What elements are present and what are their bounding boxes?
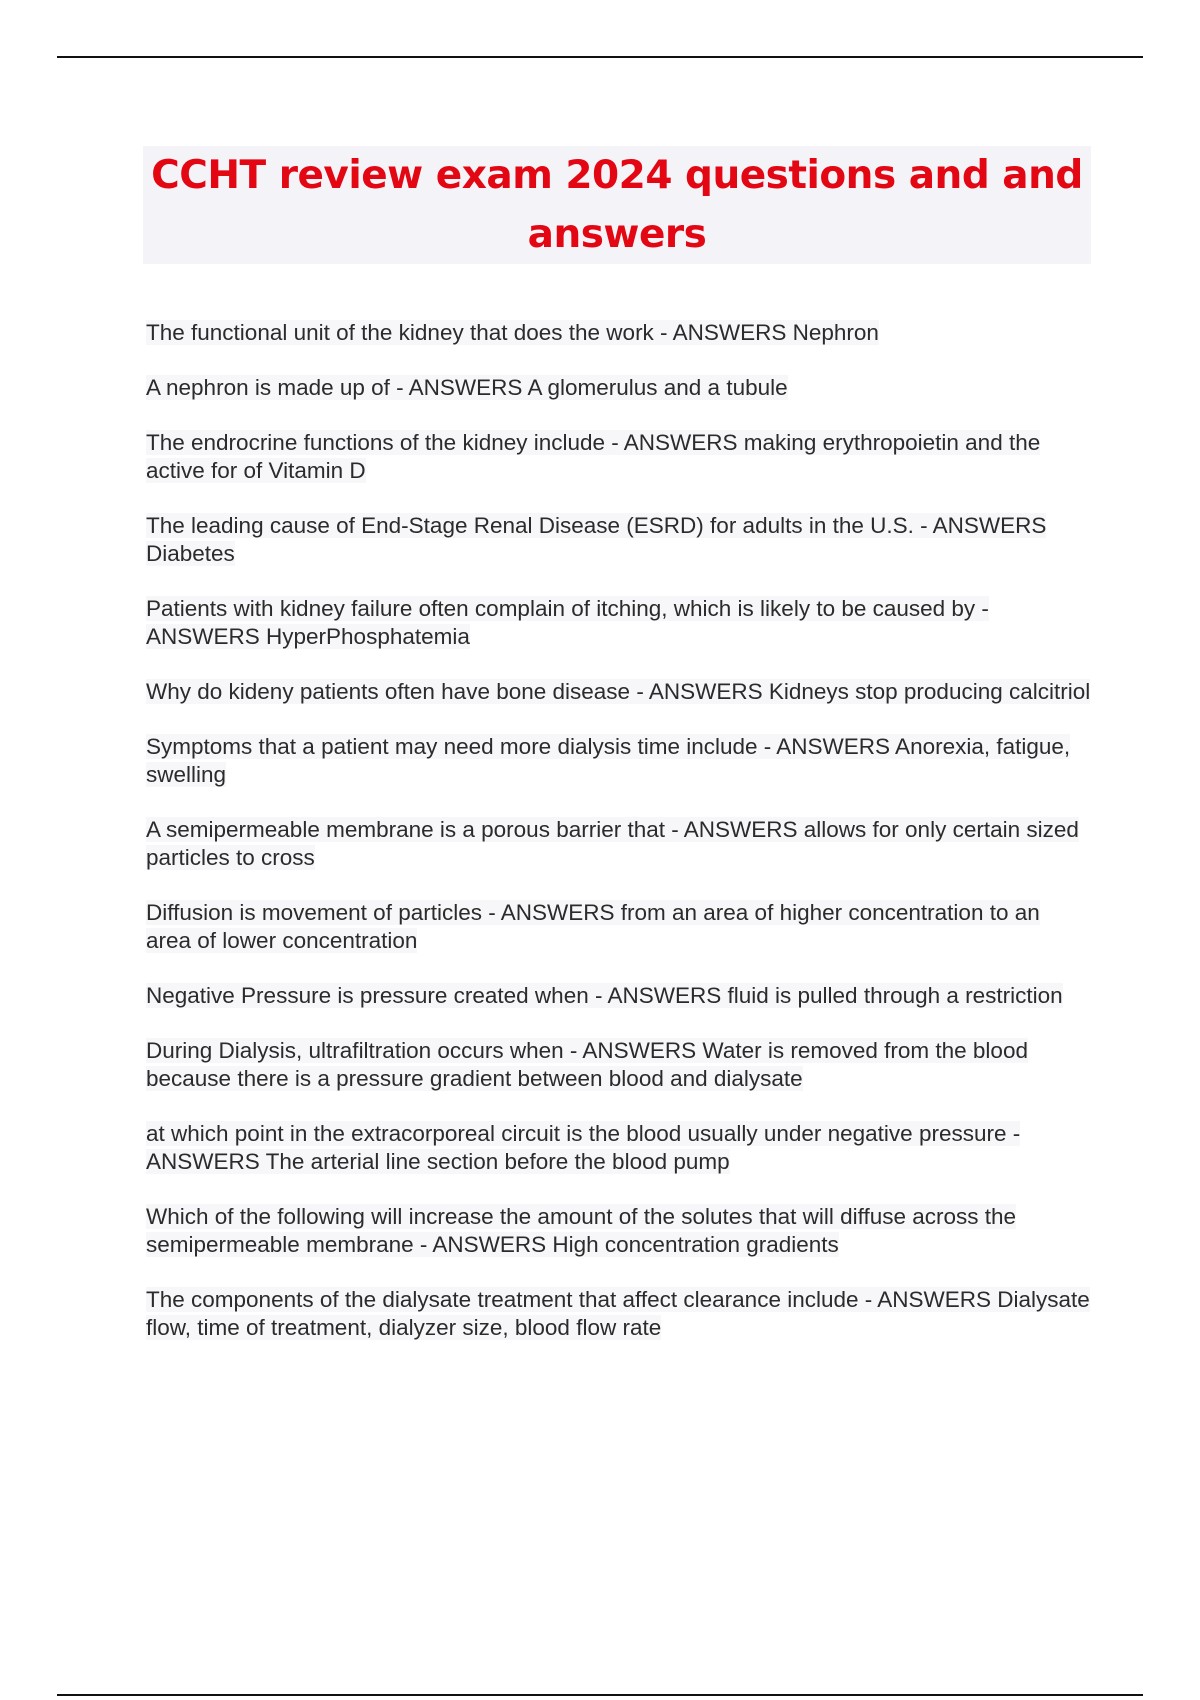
qa-text: Negative Pressure is pressure created when - ANSWERS fluid is pulled through a restriction	[146, 983, 1063, 1008]
qa-item	[146, 1037, 1091, 1093]
qa-item	[146, 374, 1091, 402]
qa-text: Which of the following will increase the amount of the solutes that will diffuse across the semipermeable membrane - ANSWERS High concentration gradients	[146, 1204, 1017, 1257]
document-title: CCHT review exam 2024 questions and and answers	[151, 153, 1083, 257]
qa-text: Why do kideny patients often have bone disease - ANSWERS Kidneys stop producing calcitriol	[146, 679, 1091, 704]
qa-item	[146, 982, 1091, 1010]
qa-text: at which point in the extracorporeal circuit is the blood usually under negative pressure - ANSWERS The arterial line section before the blood pump	[146, 1121, 1021, 1174]
qa-item	[146, 319, 1091, 347]
qa-text: Diffusion is movement of particles - ANSWERS from an area of higher concentration to an area of lower concentration	[146, 900, 1040, 953]
qa-text: The endrocrine functions of the kidney include - ANSWERS making erythropoietin and the active for of Vitamin D	[146, 430, 1041, 483]
qa-text: Symptoms that a patient may need more dialysis time include - ANSWERS Anorexia, fatigue, swelling	[146, 734, 1071, 787]
qa-item	[146, 1286, 1091, 1342]
qa-list	[146, 319, 1091, 1369]
qa-item	[146, 429, 1091, 485]
qa-text: A semipermeable membrane is a porous barrier that - ANSWERS allows for only certain sized particles to cross	[146, 817, 1079, 870]
qa-text: During Dialysis, ultrafiltration occurs when - ANSWERS Water is removed from the blood because there is a pressure gradient between blood and dialysate	[146, 1038, 1028, 1091]
qa-item	[146, 678, 1091, 706]
qa-item	[146, 899, 1091, 955]
qa-item	[146, 595, 1091, 651]
qa-text: The components of the dialysate treatment that affect clearance include - ANSWERS Dialysate flow, time of treatment, dialyzer size, blood flow rate	[146, 1287, 1090, 1340]
qa-item	[146, 1203, 1091, 1259]
bottom-rule	[57, 1694, 1143, 1696]
top-rule	[57, 56, 1143, 58]
qa-item	[146, 733, 1091, 789]
qa-text: The functional unit of the kidney that does the work - ANSWERS Nephron	[146, 320, 879, 345]
qa-item	[146, 1120, 1091, 1176]
title-banner	[143, 146, 1091, 264]
qa-text: The leading cause of End-Stage Renal Disease (ESRD) for adults in the U.S. - ANSWERS Diabetes	[146, 513, 1047, 566]
qa-item	[146, 816, 1091, 872]
qa-text: A nephron is made up of - ANSWERS A glomerulus and a tubule	[146, 375, 788, 400]
qa-item	[146, 512, 1091, 568]
qa-text: Patients with kidney failure often complain of itching, which is likely to be caused by - ANSWERS HyperPhosphatemia	[146, 596, 989, 649]
